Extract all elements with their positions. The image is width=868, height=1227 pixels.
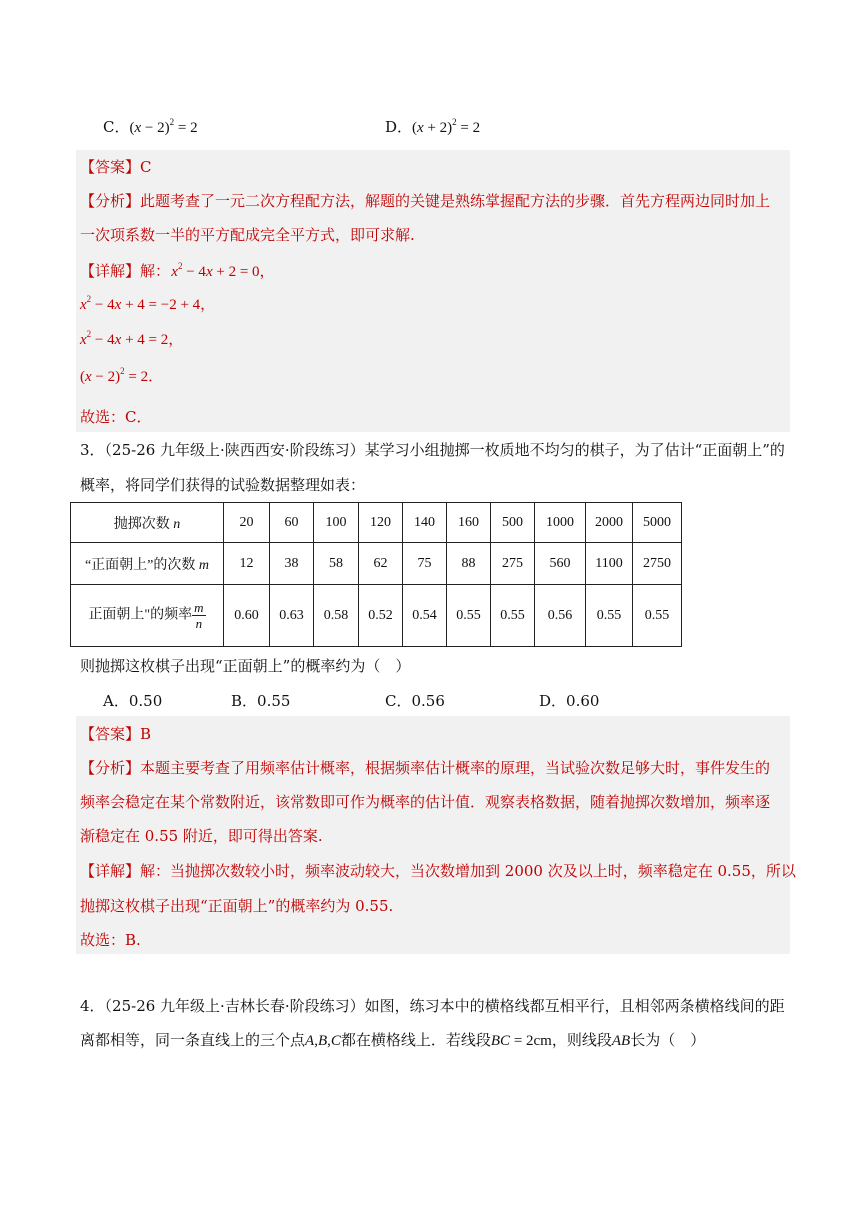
table-cell: 0.56	[535, 585, 586, 647]
q3-stem-line1: 3．（25-26 九年级上·陕西西安·阶段练习）某学习小组抛掷一枚质地不均匀的棋子，为了估计“正面朝上”的	[80, 441, 785, 459]
q2-option-d: D．$(x + 2)^2 = 2$	[385, 117, 481, 136]
q3-detail-line1: 【详解】解：当抛掷次数较小时，频率波动较大，当次数增加到 2000 次及以上时，频率稳定在 0.55，所以	[80, 862, 796, 880]
table-cell: 38	[270, 543, 314, 585]
table-cell: 0.54	[403, 585, 447, 647]
q3-analysis-line1: 【分析】本题主要考查了用频率估计概率，根据频率估计概率的原理，当试验次数足够大时，事件发生的	[80, 759, 771, 777]
q4-bc-length: BC = 2cm	[490, 1033, 552, 1049]
q2-answer: 【答案】C	[80, 158, 152, 176]
table-cell: 2750	[633, 543, 682, 585]
table-row-header: 正面朝上"的频率 $\frac{m}{n}$	[71, 585, 224, 647]
table-cell: 140	[403, 503, 447, 543]
table-cell: 0.55	[491, 585, 535, 647]
q3-stem-line2: 概率，将同学们获得的试验数据整理如表：	[80, 476, 366, 494]
table-cell: 1100	[586, 543, 633, 585]
table-cell: 120	[359, 503, 403, 543]
table-cell: 100	[314, 503, 359, 543]
table-cell: 20	[224, 503, 270, 543]
table-cell: 160	[447, 503, 491, 543]
table-cell: 0.55	[447, 585, 491, 647]
table-cell: 560	[535, 543, 586, 585]
table-row-header: 抛掷次数 n	[71, 503, 224, 543]
q4-stem-line2: 离都相等，同一条直线上的三个点A,B,C都在横格线上．若线段BC = 2cm，则线段AB长为（ ）	[80, 1031, 706, 1049]
table-cell: 60	[270, 503, 314, 543]
q4-stem-line1: 4．（25-26 九年级上·吉林长春·阶段练习）如图，练习本中的横格线都互相平行，且相邻两条横格线间的距	[80, 997, 785, 1015]
table-cell: 2000	[586, 503, 633, 543]
table-cell: 0.55	[633, 585, 682, 647]
q2-option-c: C．$(x - 2)^2 = 2$	[103, 117, 198, 136]
q2-equation-0: $x^2 - 4x + 2 = 0$，	[171, 261, 275, 280]
q3-question: 则抛掷这枚棋子出现“正面朝上”的概率约为（ ）	[80, 657, 411, 675]
q3-analysis-line2: 频率会稳定在某个常数附近，该常数即可作为概率的估计值．观察表格数据，随着抛掷次数增加，频率逐	[80, 793, 771, 811]
q4-points-abc: A	[305, 1033, 315, 1049]
table-cell: 1000	[535, 503, 586, 543]
table-cell: 12	[224, 543, 270, 585]
q3-answer: 【答案】B	[80, 725, 152, 743]
q4-ab-segment: AB	[611, 1033, 631, 1049]
table-cell: 0.63	[270, 585, 314, 647]
table-row-header: “正面朝上”的次数 m	[71, 543, 224, 585]
q3-data-table	[70, 502, 682, 647]
table-row-trials	[71, 503, 682, 543]
q3-detail-line2: 抛掷这枚棋子出现“正面朝上”的概率约为 0.55.	[80, 897, 394, 915]
q2-detail-line1: 【详解】解： $x^2 - 4x + 2 = 0$，	[80, 261, 275, 280]
q3-analysis-line3: 渐稳定在 0.55 附近，即可得出答案.	[80, 827, 323, 845]
q3-conclusion: 故选：B.	[80, 931, 141, 949]
q3-option-b: B．0.55	[231, 692, 291, 710]
table-cell: 0.52	[359, 585, 403, 647]
q2-conclusion: 故选：C．	[80, 408, 152, 426]
table-cell: 0.55	[586, 585, 633, 647]
table-cell: 75	[403, 543, 447, 585]
table-cell: 0.58	[314, 585, 359, 647]
table-cell: 5000	[633, 503, 682, 543]
q2-equation-2: $x^2 - 4x + 4 = 2$，	[80, 329, 184, 348]
q3-option-c: C．0.56	[385, 692, 445, 710]
q2-analysis-line2: 一次项系数一半的平方配成完全平方式，即可求解.	[80, 226, 415, 244]
table-cell: 275	[491, 543, 535, 585]
table-row-frequency	[71, 585, 682, 647]
q2-option-d-formula: $(x + 2)^2 = 2$	[412, 117, 481, 136]
table-cell: 58	[314, 543, 359, 585]
q2-option-c-formula: $(x - 2)^2 = 2$	[129, 117, 198, 136]
q2-equation-3: $(x - 2)^2 = 2$．	[80, 366, 164, 385]
table-cell: 500	[491, 503, 535, 543]
q2-equation-1: $x^2 - 4x + 4 = -2 + 4$，	[80, 294, 216, 313]
q3-option-d: D．0.60	[539, 692, 600, 710]
fraction-m-over-n: $\frac{m}{n}$	[194, 600, 204, 631]
table-cell: 88	[447, 543, 491, 585]
table-cell: 62	[359, 543, 403, 585]
q2-analysis-line1: 【分析】此题考查了一元二次方程配方法，解题的关键是熟练掌握配方法的步骤．首先方程两边同时加上	[80, 192, 771, 210]
table-row-heads	[71, 543, 682, 585]
q3-option-a: A．0.50	[103, 692, 163, 710]
table-cell: 0.60	[224, 585, 270, 647]
